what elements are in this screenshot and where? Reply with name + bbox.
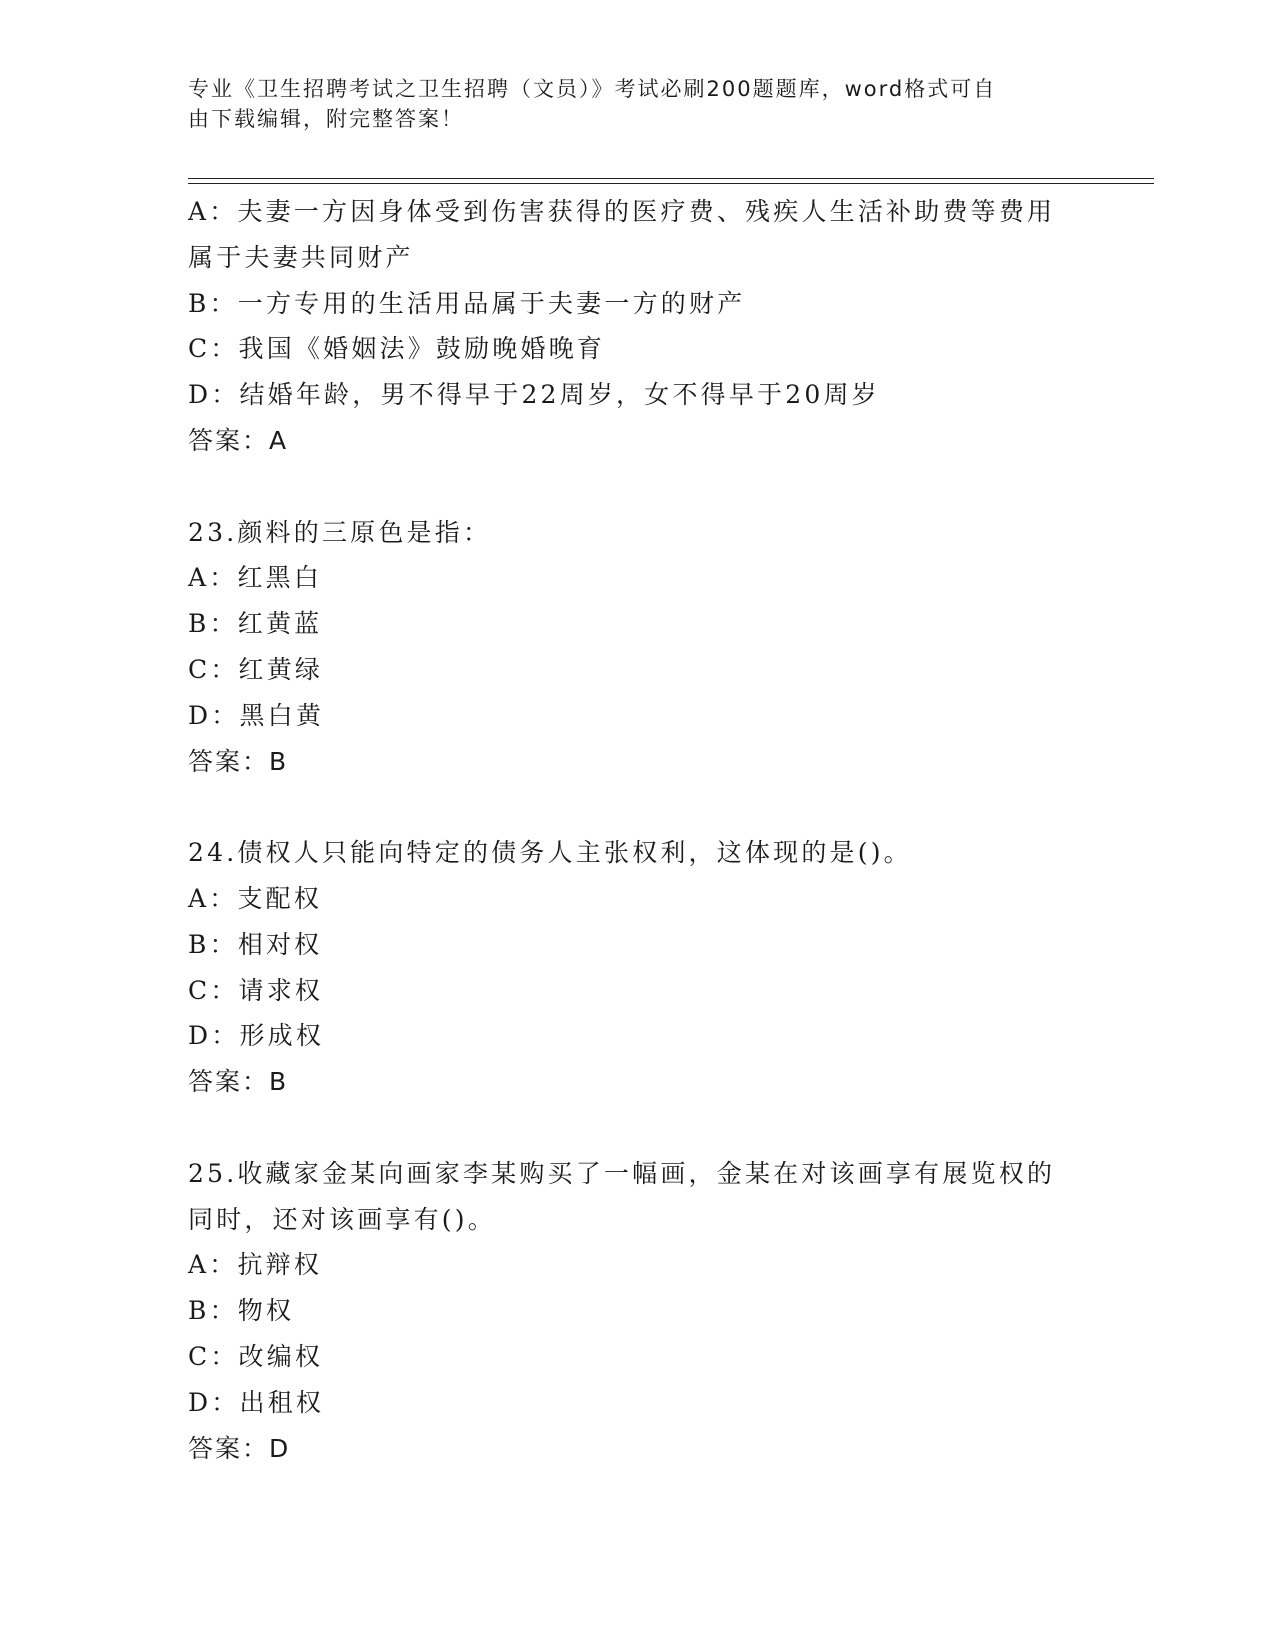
- option-b: B：一方专用的生活用品属于夫妻一方的财产: [188, 288, 746, 318]
- answer: 答案：B: [188, 1067, 289, 1097]
- answer: 答案：D: [188, 1433, 291, 1463]
- header-divider-bottom: [188, 183, 1154, 184]
- question-24: [188, 830, 1088, 1105]
- option-a-line-1: A：夫妻一方因身体受到伤害获得的医疗费、残疾人生活补助费等费用: [188, 197, 1056, 226]
- option-c: C：请求权: [188, 975, 324, 1005]
- option-a: A：红黑白: [188, 563, 323, 593]
- option-d: D：形成权: [188, 1021, 325, 1051]
- option-a: A：支配权: [188, 883, 323, 913]
- question-stem-line-1: 25.收藏家金某向画家李某购买了一幅画，金某在对该画享有展览权的: [188, 1158, 1056, 1188]
- option-d: D：结婚年龄，男不得早于22周岁，女不得早于20周岁: [188, 380, 880, 410]
- option-c: C：我国《婚姻法》鼓励晚婚晚育: [188, 334, 606, 364]
- option-a-line-2: 属于夫妻共同财产: [188, 242, 414, 272]
- question-25: [188, 1151, 1088, 1472]
- option-d: D：黑白黄: [188, 700, 325, 730]
- question-stem: 23.颜料的三原色是指：: [188, 517, 492, 547]
- document-header: [188, 74, 1078, 134]
- option-b: B：红黄蓝: [188, 609, 323, 639]
- question-stem-line-2: 同时，还对该画享有()。: [188, 1204, 496, 1234]
- question-23: [188, 510, 1088, 785]
- question-22: [188, 189, 1088, 464]
- answer: 答案：B: [188, 746, 289, 776]
- option-b: B：物权: [188, 1296, 295, 1326]
- option-b: B：相对权: [188, 929, 323, 959]
- option-c: C：改编权: [188, 1341, 324, 1371]
- option-a: A：抗辩权: [188, 1250, 323, 1280]
- spacer: [188, 1105, 1088, 1151]
- header-divider-top: [188, 178, 1154, 179]
- spacer: [188, 464, 1088, 510]
- question-list: [188, 189, 1088, 1471]
- answer: 答案：A: [188, 425, 289, 455]
- option-c: C：红黄绿: [188, 654, 324, 684]
- spacer: [188, 784, 1088, 830]
- option-d: D：出租权: [188, 1387, 325, 1417]
- header-intro-line-2: 由下载编辑，附完整答案！: [188, 107, 464, 131]
- header-intro-line-1: 专业《卫生招聘考试之卫生招聘（文员）》考试必刷200题题库，word格式可自: [188, 77, 997, 101]
- question-stem: 24.债权人只能向特定的债务人主张权利，这体现的是()。: [188, 838, 912, 868]
